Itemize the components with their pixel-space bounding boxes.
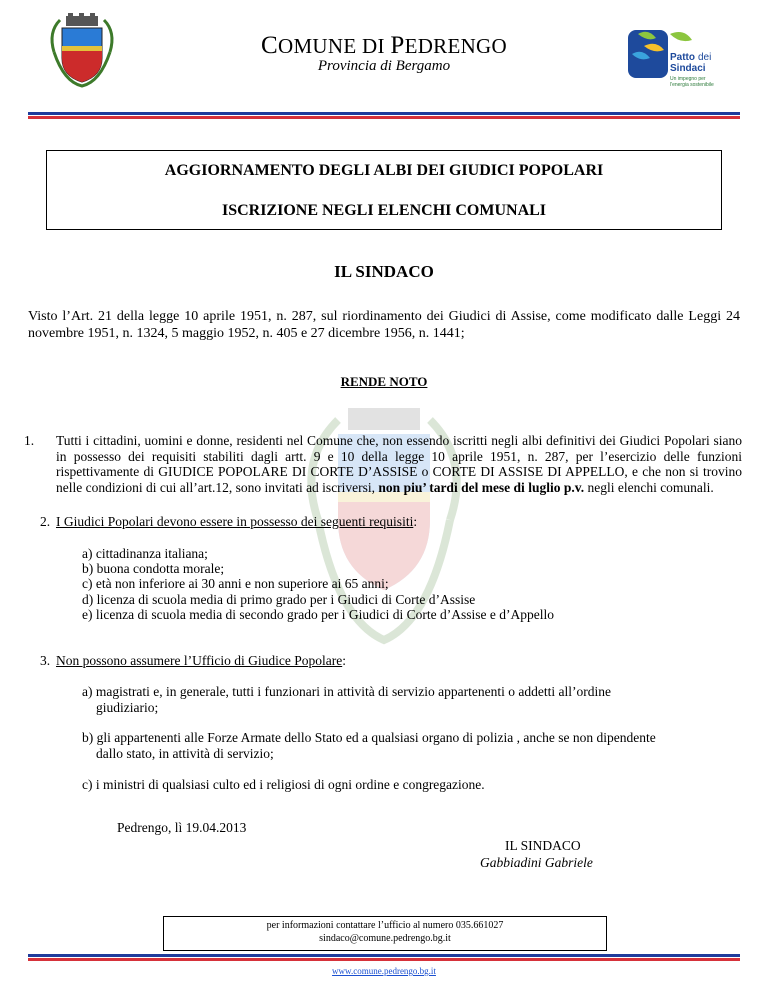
sindaco-heading: IL SINDACO xyxy=(334,262,434,281)
title-line2: ISCRIZIONE NEGLI ELENCHI COMUNALI xyxy=(221,202,547,219)
title-line1: AGGIORNAMENTO DEGLI ALBI DEI GIUDICI POPOLARI xyxy=(164,162,604,179)
point-2-text: I Giudici Popolari devono essere in possesso dei seguenti requisiti xyxy=(56,514,414,529)
point-1 xyxy=(24,433,742,495)
provincia-subtitle: Provincia di Bergamo xyxy=(317,58,451,74)
list-item: d) licenza di scuola media di primo grado per i Giudici di Corte d’Assise xyxy=(82,591,476,607)
list-item: c) età non inferiore ai 30 anni e non superiore ai 65 anni; xyxy=(82,576,389,592)
header-divider xyxy=(28,112,740,120)
point-3-text: Non possono assumere l’Ufficio di Giudice Popolare xyxy=(56,653,343,668)
visto-paragraph: Visto l’Art. 21 della legge 10 aprile 1951, n. 287, sul riordinamento dei Giudici di Assise, come modificato dalle Leggi 24 novembre 1951, n. 1324, 5 maggio 1952, n. 405 e 27 dicembre 1956, n. 1441; xyxy=(28,309,740,341)
list-item: b) buona condotta morale; xyxy=(82,561,225,577)
point-2: 2. I Giudici Popolari devono essere in possesso dei seguenti requisiti: xyxy=(40,514,418,529)
esclusi-item-c: c) i ministri di qualsiasi culto ed i religiosi di ogni ordine e congregazione. xyxy=(82,777,485,792)
patto-tagline1: Un impegno per xyxy=(670,76,706,82)
signature-title: IL SINDACO xyxy=(505,838,581,853)
title-box xyxy=(46,150,722,230)
point-3-number: 3. xyxy=(40,653,51,668)
comune-title: COMUNE DI PEDRENGO xyxy=(261,32,507,59)
patto-dei: dei xyxy=(698,52,712,63)
point-1-text: Tutti i cittadini, uomini e donne, residenti nel Comune che, non essendo iscritti negli albi definitivi dei Giudici Popolari siano in possesso dei requisiti stabiliti dagli artt. 9 e 10 della legge 10 aprile 1951, n. 287, per l’esercizio delle funzioni rispettivamente di GIUDICE POPOLARE DI CORTE D’ASSISE o CORTE DI ASSISE DI APPELLO, e che non si trovino nelle condizioni di cui all’art.12, sono invitati ad iscriversi, xyxy=(56,433,742,495)
patto-tagline2: l'energia sostenibile xyxy=(670,82,714,88)
list-item: a) cittadinanza italiana; xyxy=(82,546,208,561)
footer-website-link[interactable]: www.comune.pedrengo.bg.it xyxy=(332,966,436,976)
esclusi-item-a: a) magistrati e, in generale, tutti i funzionari in attività di servizio appartenenti o addetti all’ordine giudiziario; xyxy=(82,684,611,715)
point-1-tail: negli elenchi comunali. xyxy=(584,479,714,495)
info-phone: per informazioni contattare l’ufficio al numero 035.661027 xyxy=(266,920,504,931)
signature-name: Gabbiadini Gabriele xyxy=(480,855,593,870)
patto-line1: Patto xyxy=(670,52,695,63)
list-item: e) licenza di scuola media di secondo grado per i Giudici di Corte d’Assise e d’Appello xyxy=(82,606,554,622)
info-box xyxy=(163,916,607,951)
footer-divider xyxy=(28,954,740,962)
point-2-number: 2. xyxy=(40,514,51,529)
requisiti-list xyxy=(82,546,554,622)
info-email[interactable]: sindaco@comune.pedrengo.bg.it xyxy=(319,933,451,944)
patto-line2: Sindaci xyxy=(670,63,706,74)
esclusi-item-b: b) gli appartenenti alle Forze Armate dello Stato ed a qualsiasi organo di polizia , anche se non dipendente dallo stato, in attività di servizio; xyxy=(82,730,656,761)
patto-dei-sindaci-logo xyxy=(626,28,722,92)
point-3: 3. Non possono assumere l’Ufficio di Giudice Popolare: xyxy=(40,653,346,668)
point-1-deadline: non piu’ tardi del mese di luglio p.v. xyxy=(378,479,585,495)
point-1-number: 1. xyxy=(24,433,35,448)
rende-noto-heading: RENDE NOTO xyxy=(340,374,428,389)
place-date: Pedrengo, lì 19.04.2013 xyxy=(117,820,247,835)
